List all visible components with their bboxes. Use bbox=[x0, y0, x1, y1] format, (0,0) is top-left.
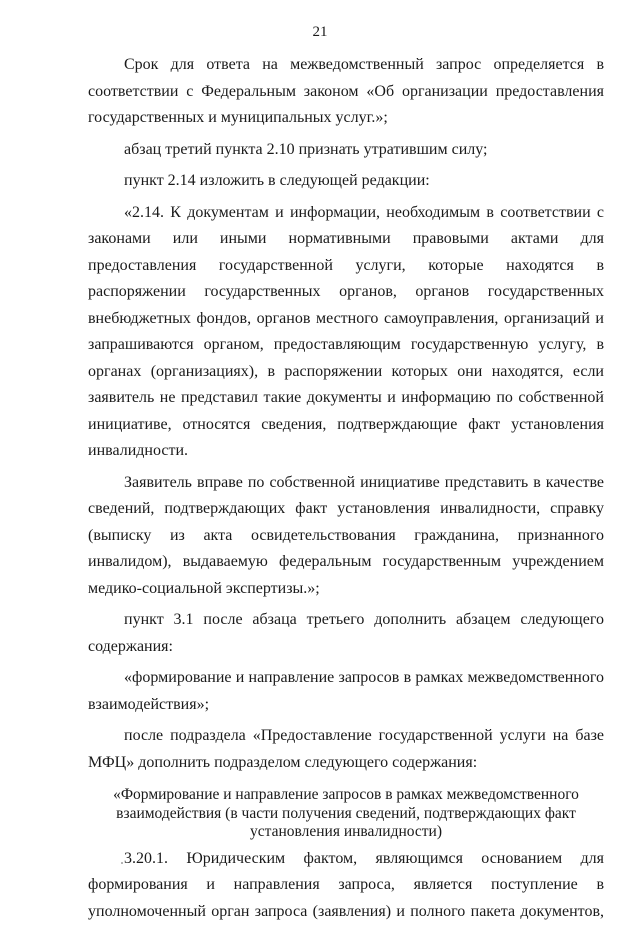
section-heading-line-2: взаимодействия (в части получения сведений, подтверждающих факт bbox=[88, 805, 604, 824]
section-heading-line-3: установления инвалидности) bbox=[88, 823, 604, 842]
paragraph-new-subsection: после подраздела «Предоставление государственной услуги на базе МФЦ» дополнить подразделом следующего содержания: bbox=[88, 723, 604, 776]
scan-speck bbox=[121, 862, 123, 864]
page-number: 21 bbox=[0, 24, 640, 41]
paragraph-new-paragraph-text: «формирование и направление запросов в рамках межведомственного взаимодействия»; bbox=[88, 665, 604, 718]
document-body bbox=[88, 52, 604, 925]
paragraph-clause-2-14-intro: пункт 2.14 изложить в следующей редакции: bbox=[88, 168, 604, 195]
paragraph-3-20-1: 3.20.1. Юридическим фактом, являющимся основанием для формирования и направления запроса, является поступление в уполномоченный орган запроса (заявления) и полного пакета документов, bbox=[88, 846, 604, 925]
paragraph-clause-3-1: пункт 3.1 после абзаца третьего дополнить абзацем следующего содержания: bbox=[88, 607, 604, 660]
paragraph-clause-2-10: абзац третий пункта 2.10 признать утратившим силу; bbox=[88, 137, 604, 164]
section-heading-line-1: «Формирование и направление запросов в рамках межведомственного bbox=[88, 786, 604, 805]
section-heading bbox=[88, 786, 604, 842]
paragraph-applicant-right: Заявитель вправе по собственной инициативе представить в качестве сведений, подтверждающих факт установления инвалидности, справку (выписку из акта освидетельствования гражданина, признанного инвалидом), выдаваемую федеральным государственным учреждением медико-социальной экспертизы.»; bbox=[88, 470, 604, 603]
paragraph-response-deadline: Срок для ответа на межведомственный запрос определяется в соответствии с Федеральным законом «Об организации предоставления государственных и муниципальных услуг.»; bbox=[88, 52, 604, 132]
paragraph-clause-2-14: «2.14. К документам и информации, необходимым в соответствии с законами или иными нормативными правовыми актами для предоставления государственной услуги, которые находятся в распоряжении государственных органов, органов государственных внебюджетных фондов, органов местного самоуправления, организаций и запрашиваются органом, предоставляющим государственную услугу, в органах (организациях), в распоряжении которых они находятся, если заявитель не представил такие документы и информацию по собственной инициативе, относятся сведения, подтверждающие факт установления инвалидности. bbox=[88, 200, 604, 465]
